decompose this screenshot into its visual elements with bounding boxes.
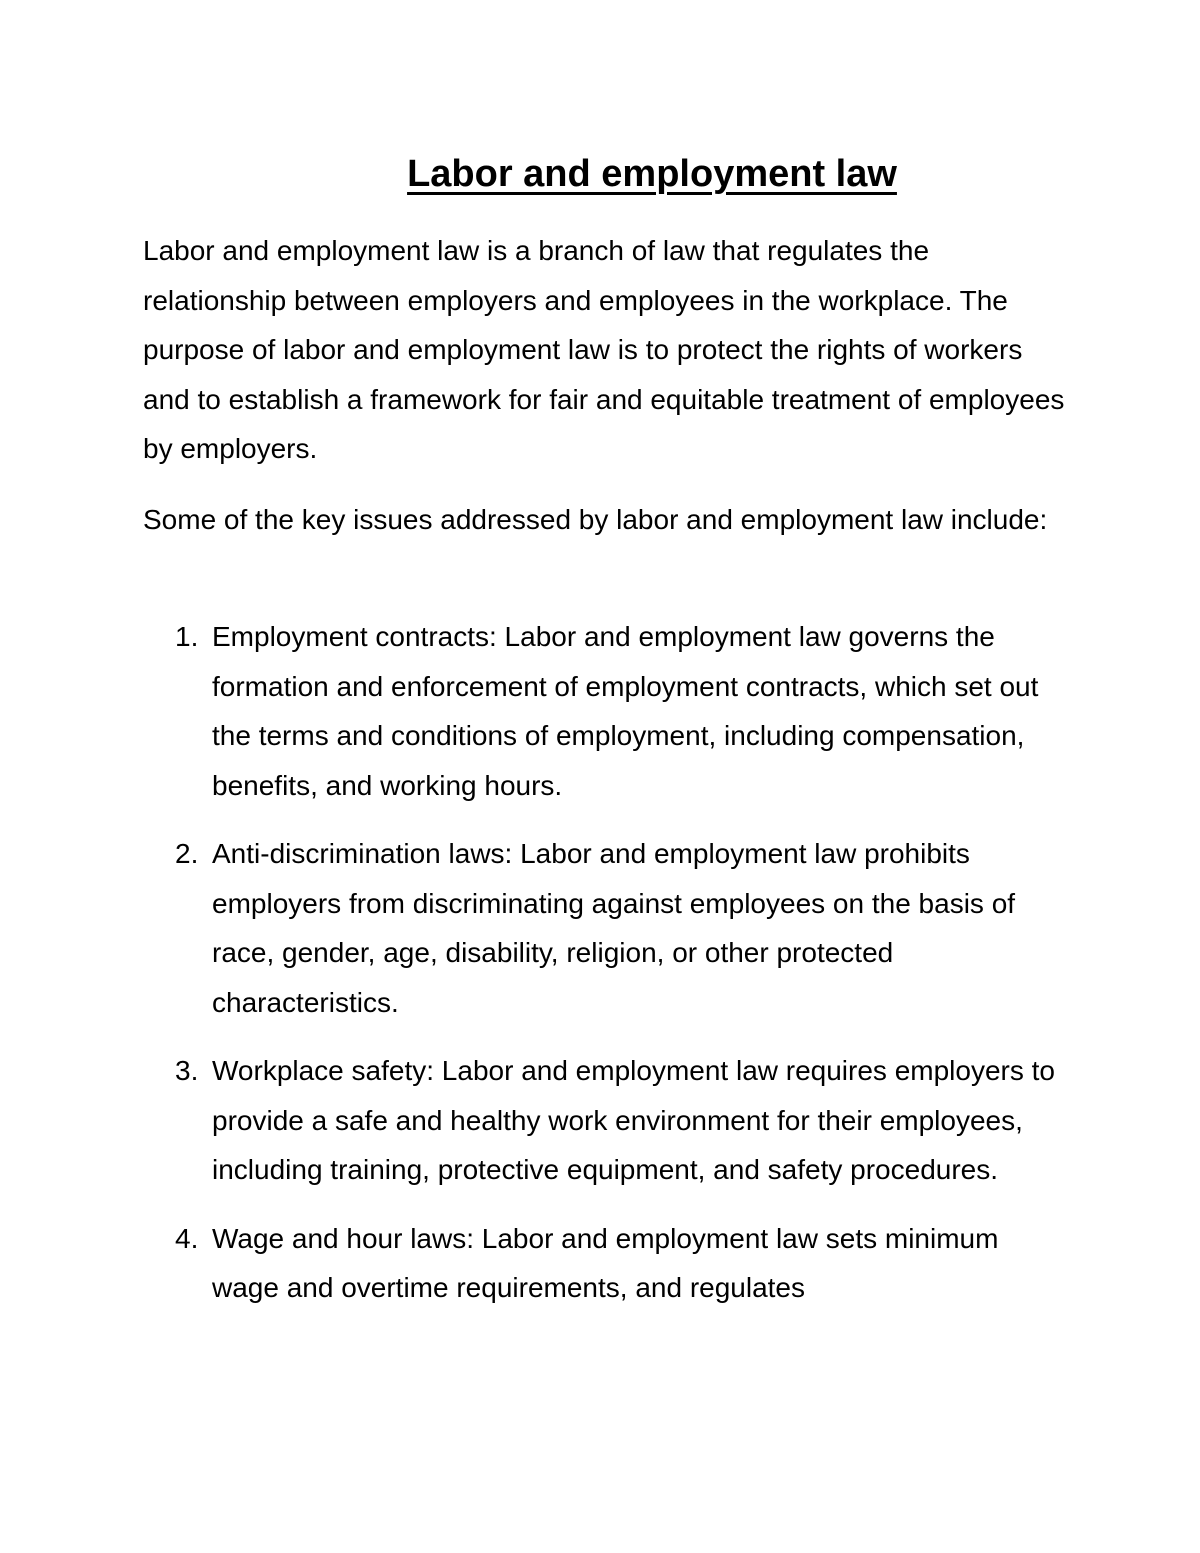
- list-item: [143, 1214, 1063, 1313]
- list-item-number: 4.: [175, 1222, 199, 1254]
- page-title: [0, 150, 1200, 198]
- list-item-number: 2.: [175, 838, 199, 869]
- list-item-number: 1.: [175, 621, 199, 652]
- list-item: [143, 612, 1063, 810]
- list-item: [143, 829, 1063, 1027]
- key-issues-list: [143, 612, 1063, 1313]
- intro-paragraph: Labor and employment law is a branch of law that regulates the relationship between employers and employees in the workplace. The purpose of labor and employment law is to protect the rights of workers and to establish a framework for fair and equitable treatment of employees by employers.: [143, 235, 1065, 464]
- page-title-text: Labor and employment law: [407, 153, 897, 195]
- list-item-text: Anti-discrimination laws: Labor and employment law prohibits employers from discriminating against employees on the basis of race, gender, age, disability, religion, or other protected characteristics.: [212, 838, 1016, 1018]
- list-item-text: Employment contracts: Labor and employment law governs the formation and enforcement of employment contracts, which set out the terms and conditions of employment, including compensation, benefits, and working hours.: [212, 621, 1039, 801]
- list-item-text: Workplace safety: Labor and employment law requires employers to provide a safe and healthy work environment for their employees, including training, protective equipment, and safety procedures.: [212, 1055, 1055, 1185]
- list-item-number: 3.: [175, 1055, 199, 1086]
- list-item-text: Wage and hour laws: Labor and employment law sets minimum wage and overtime requirements, and regulates: [212, 1222, 999, 1303]
- list-item: [143, 1046, 1063, 1195]
- issues-intro-paragraph: Some of the key issues addressed by labor and employment law include:: [143, 504, 1048, 535]
